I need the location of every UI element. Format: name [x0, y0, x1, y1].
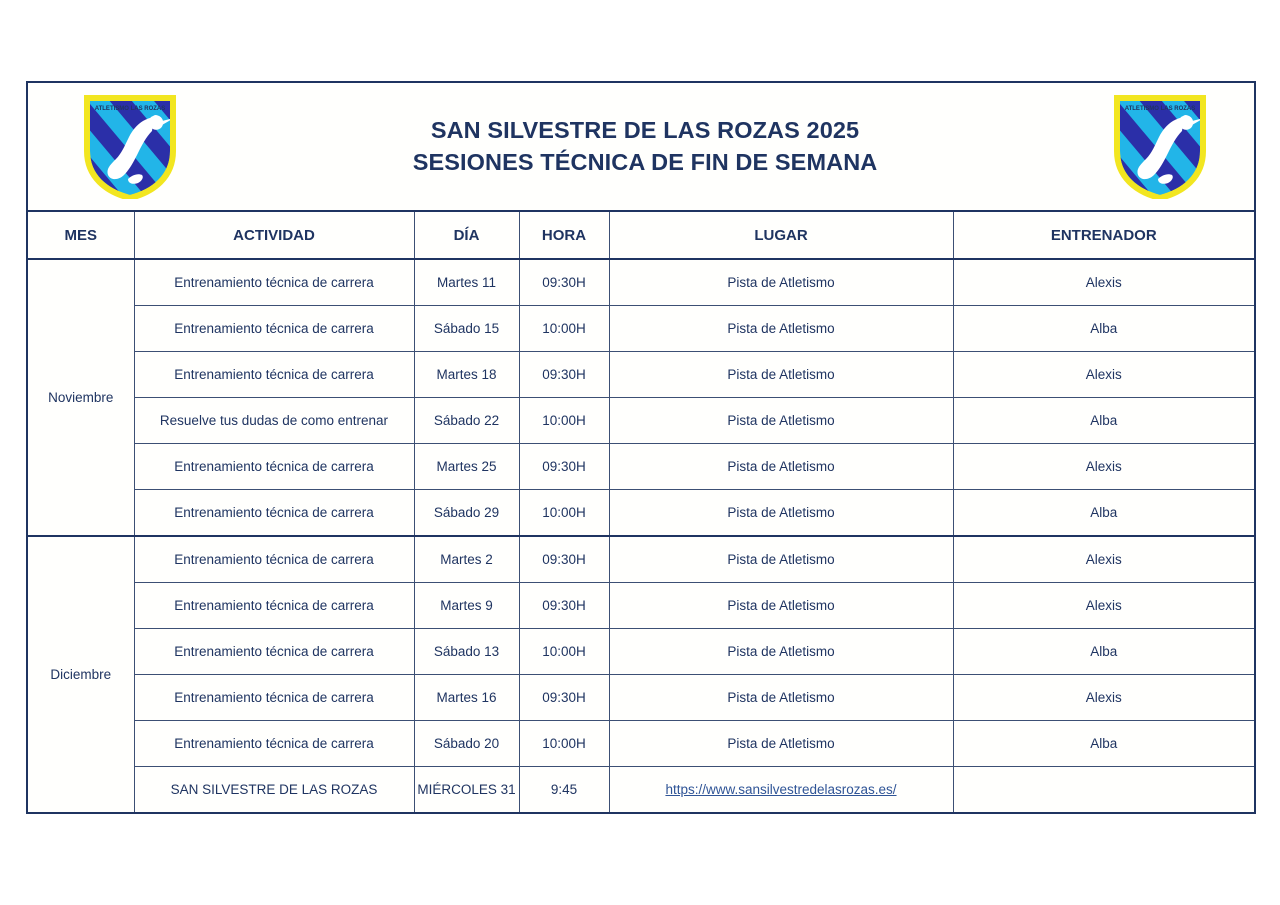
table-body	[27, 259, 1255, 813]
cell-entrenador: Alba	[953, 306, 1255, 352]
cell-entrenador: Alexis	[953, 444, 1255, 490]
column-header-dia: DÍA	[414, 211, 519, 259]
cell-entrenador: Alexis	[953, 675, 1255, 721]
cell-lugar: Pista de Atletismo	[609, 721, 953, 767]
cell-actividad: Entrenamiento técnica de carrera	[134, 629, 414, 675]
title-line-1: SAN SILVESTRE DE LAS ROZAS 2025	[430, 117, 860, 144]
cell-hora: 09:30H	[519, 259, 609, 306]
club-logo-wordmark-left: ATLETISMO LAS ROZAS	[94, 105, 166, 112]
cell-lugar: Pista de Atletismo	[609, 259, 953, 306]
table-row	[27, 721, 1255, 767]
cell-actividad: Entrenamiento técnica de carrera	[134, 583, 414, 629]
cell-actividad: Entrenamiento técnica de carrera	[134, 675, 414, 721]
cell-dia: Sábado 22	[414, 398, 519, 444]
cell-dia: Martes 2	[414, 536, 519, 583]
cell-hora: 09:30H	[519, 583, 609, 629]
cell-entrenador-race	[953, 767, 1255, 814]
cell-entrenador: Alba	[953, 490, 1255, 537]
club-logo-wordmark-right: ATLETISMO LAS ROZAS	[1124, 105, 1196, 112]
column-header-actividad: ACTIVIDAD	[134, 211, 414, 259]
cell-lugar: Pista de Atletismo	[609, 583, 953, 629]
cell-hora: 10:00H	[519, 398, 609, 444]
cell-entrenador: Alexis	[953, 536, 1255, 583]
cell-lugar: Pista de Atletismo	[609, 352, 953, 398]
table-row	[27, 444, 1255, 490]
cell-dia: Sábado 13	[414, 629, 519, 675]
cell-hora: 09:30H	[519, 444, 609, 490]
table-row	[27, 259, 1255, 306]
cell-lugar-race[interactable]	[609, 767, 953, 814]
table-row	[27, 675, 1255, 721]
column-header-entrenador: ENTRENADOR	[953, 211, 1255, 259]
cell-hora-race: 9:45	[519, 767, 609, 814]
cell-hora: 10:00H	[519, 721, 609, 767]
cell-actividad: Entrenamiento técnica de carrera	[134, 352, 414, 398]
cell-entrenador: Alexis	[953, 583, 1255, 629]
column-header-lugar: LUGAR	[609, 211, 953, 259]
cell-dia: Sábado 29	[414, 490, 519, 537]
cell-actividad: Resuelve tus dudas de como entrenar	[134, 398, 414, 444]
cell-dia: Martes 16	[414, 675, 519, 721]
cell-lugar: Pista de Atletismo	[609, 675, 953, 721]
cell-dia: Martes 18	[414, 352, 519, 398]
cell-actividad-race: SAN SILVESTRE DE LAS ROZAS	[134, 767, 414, 814]
cell-entrenador: Alba	[953, 721, 1255, 767]
cell-actividad: Entrenamiento técnica de carrera	[134, 536, 414, 583]
cell-lugar: Pista de Atletismo	[609, 490, 953, 537]
schedule-table	[26, 81, 1256, 814]
table-row	[27, 398, 1255, 444]
cell-entrenador: Alba	[953, 398, 1255, 444]
cell-hora: 09:30H	[519, 536, 609, 583]
column-header-hora: HORA	[519, 211, 609, 259]
cell-actividad: Entrenamiento técnica de carrera	[134, 259, 414, 306]
cell-entrenador: Alexis	[953, 352, 1255, 398]
cell-hora: 10:00H	[519, 306, 609, 352]
title-line-2: SESIONES TÉCNICA DE FIN DE SEMANA	[412, 148, 878, 175]
column-header-mes: MES	[27, 211, 134, 259]
banner-row	[27, 82, 1255, 211]
column-header-row	[27, 211, 1255, 259]
cell-lugar: Pista de Atletismo	[609, 398, 953, 444]
title-banner	[27, 82, 1255, 211]
cell-dia: Martes 25	[414, 444, 519, 490]
cell-dia: Sábado 20	[414, 721, 519, 767]
table-row	[27, 306, 1255, 352]
page-title	[178, 115, 1112, 178]
table-row-race	[27, 767, 1255, 814]
cell-dia: Martes 11	[414, 259, 519, 306]
cell-lugar: Pista de Atletismo	[609, 629, 953, 675]
month-label-diciembre: Diciembre	[27, 536, 134, 813]
race-website-link[interactable]: https://www.sansilvestredelasrozas.es/	[665, 782, 897, 797]
cell-dia: Martes 9	[414, 583, 519, 629]
cell-dia-race: MIÉRCOLES 31	[414, 767, 519, 814]
cell-hora: 09:30H	[519, 675, 609, 721]
table-row	[27, 536, 1255, 583]
cell-entrenador: Alba	[953, 629, 1255, 675]
cell-entrenador: Alexis	[953, 259, 1255, 306]
cell-lugar: Pista de Atletismo	[609, 306, 953, 352]
table-row	[27, 490, 1255, 537]
cell-dia: Sábado 15	[414, 306, 519, 352]
club-logo-icon-right	[1112, 95, 1208, 199]
club-logo-icon-left	[82, 95, 178, 199]
cell-lugar: Pista de Atletismo	[609, 536, 953, 583]
month-label-noviembre: Noviembre	[27, 259, 134, 536]
table-row	[27, 583, 1255, 629]
cell-actividad: Entrenamiento técnica de carrera	[134, 490, 414, 537]
cell-actividad: Entrenamiento técnica de carrera	[134, 306, 414, 352]
cell-hora: 10:00H	[519, 490, 609, 537]
table-header	[27, 82, 1255, 259]
cell-lugar: Pista de Atletismo	[609, 444, 953, 490]
cell-hora: 10:00H	[519, 629, 609, 675]
cell-hora: 09:30H	[519, 352, 609, 398]
table-row	[27, 629, 1255, 675]
cell-actividad: Entrenamiento técnica de carrera	[134, 444, 414, 490]
cell-actividad: Entrenamiento técnica de carrera	[134, 721, 414, 767]
table-row	[27, 352, 1255, 398]
